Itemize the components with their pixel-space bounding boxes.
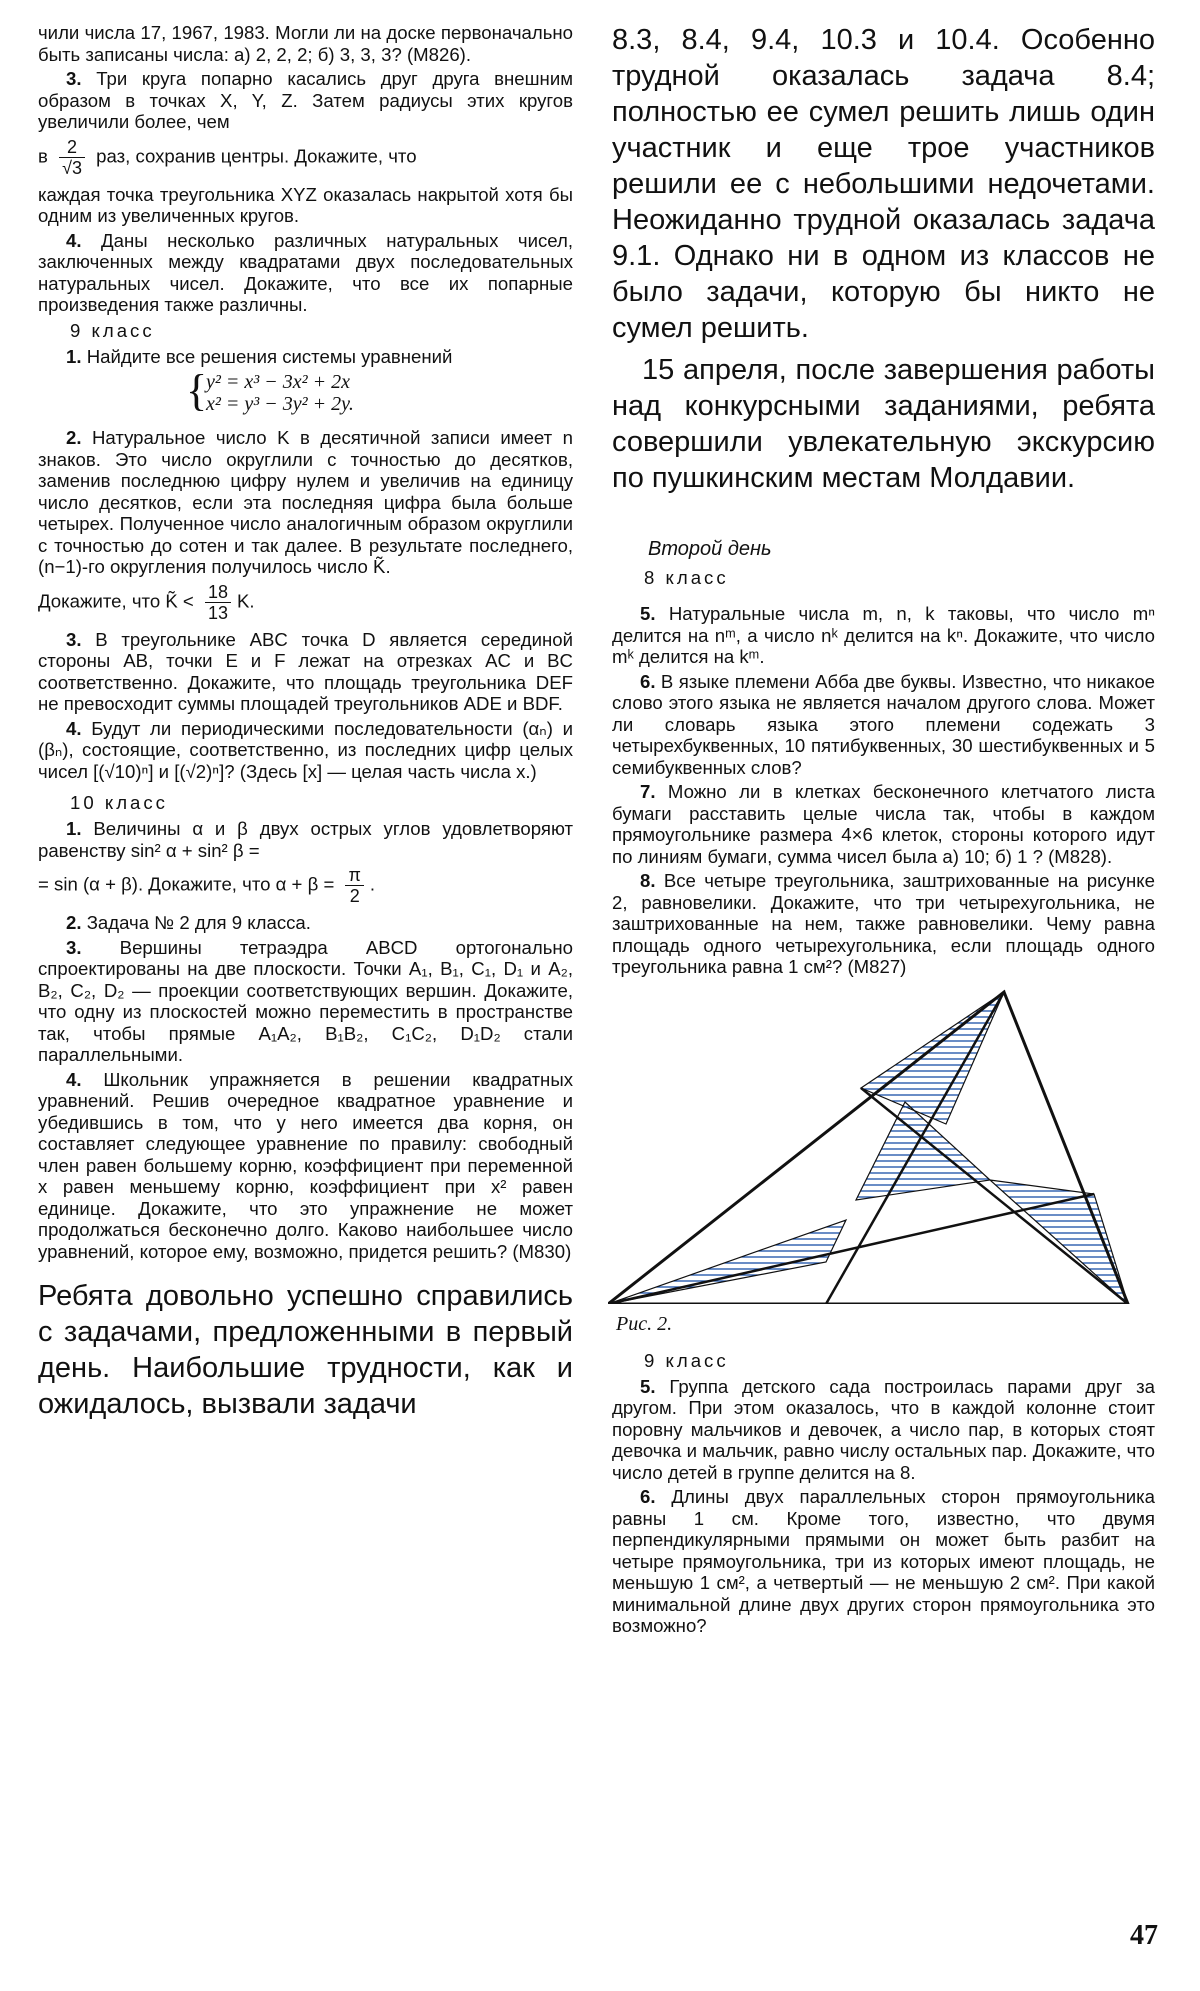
problem-text: Задача № 2 для 9 класса. [86, 912, 311, 933]
problem-number: 3. [66, 936, 82, 958]
problem-number: 1. [66, 345, 82, 367]
problem-text: Длины двух параллельных сторон прямоугольника равны 1 см. Кроме того, известно, что двумя перпендикулярными прямыми он может быть разбит на четыре прямоугольника, три из которых имеют площадь, не меньшую 1 см², а четвертый — не меньшую 2 см². При какой минимальной длине двух других сторон прямоугольника это возможно? [612, 1486, 1155, 1636]
text-post: раз, сохранив центры. Докажите, что [96, 144, 417, 166]
problem-4-grade10 [38, 1069, 573, 1263]
grade-8-heading: 8 класс [644, 567, 729, 588]
problem-text: Все четыре треугольника, заштрихованные на рисунке 2, равновелики. Докажите, что три четырехугольника, не заштрихованные на нем, также равновелики. Чему равна площадь одного четырехугольника, если площадь одного треугольника равна 1 см²? (М827) [612, 870, 1155, 977]
problem-3-end: каждая точка треугольника XYZ оказалась накрытой хотя бы одним из увеличенных кругов. [38, 183, 573, 226]
problem-5-grade9 [612, 1376, 1155, 1484]
problem-3-fraction-line [38, 137, 573, 178]
fraction-2-over-sqrt3 [59, 137, 85, 178]
problem-text: В треугольнике ABC точка D является серединой стороны AB, точки E и F лежат на отрезках AC и BC соответственно. Докажите, что площадь треугольника DEF не превосходит суммы площадей треугольников ADE и BDF. [38, 628, 574, 714]
triangle-diagram [608, 984, 1158, 1304]
problem-text: Группа детского сада построилась парами друг за другом. При этом оказалось, что в каждой колонне стоит поровну мальчиков и девочек, а число пар, в которых стоят девочка и мальчик, равно числу остальных пар. Докажите, что число детей в группе делится на 8. [612, 1375, 1156, 1483]
denominator: √3 [62, 157, 82, 178]
figure-2 [608, 984, 1155, 1309]
equation-system [186, 366, 573, 415]
text-post: . [369, 873, 376, 895]
problem-text: Даны несколько различных натуральных чисел, заключенных между квадратами двух последовательных натуральных чисел. Докажите, что все их попарные произведения также различны. [38, 229, 574, 315]
second-day-heading: Второй день [648, 538, 772, 560]
brace: { [186, 366, 208, 415]
grade-10-heading: 10 класс [70, 792, 168, 813]
denominator: 2 [349, 886, 360, 906]
problem-7-grade8 [612, 781, 1155, 867]
left-column [38, 22, 573, 1428]
problem-1-grade9 [38, 346, 573, 368]
grade-9-heading: 9 класс [70, 319, 155, 341]
figure-caption: Рис. 2. [616, 1312, 673, 1335]
equation-1: y² = x³ − 3x² + 2x [206, 371, 350, 393]
problem-1-equation-line [38, 865, 573, 906]
text-post: K. [236, 589, 255, 611]
problem-number: 6. [640, 670, 656, 692]
problem-6-grade9 [612, 1486, 1155, 1637]
right-column [612, 22, 1155, 1640]
narrative-paragraph: Ребята довольно успешно справились с задачами, предложенными в первый день. Наибольшие трудности, как и ожидалось, вызвали задачи [38, 1280, 573, 1420]
problem-text: Школьник упражняется в решении квадратных уравнений. Решив очередное квадратное уравнение и убедившись в том, что у него имеется два корня, он составляет следующее уравнение по правилу: свободный член равен большему корню, коэффициент при переменной x равен меньшему корню, коэффициент при x² равен единице. Докажите, что это упражнение не может продолжаться бесконечно долго. Каково наибольшее число уравнений, которое ему, возможно, придется решить? (М830) [38, 1068, 573, 1262]
grade-9-heading-day2: 9 класс [644, 1349, 729, 1371]
problem-number: 3. [66, 68, 82, 89]
problem-text: Три круга попарно касались друг друга внешним образом в точках X, Y, Z. Затем радиусы этих кругов увеличили более, чем [38, 68, 573, 132]
problem-number: 2. [66, 912, 82, 933]
text-pre: в [38, 144, 48, 166]
problem-3-grade9 [38, 629, 573, 715]
problem-text: Натуральные числа m, n, k таковы, что число mⁿ делится на nᵐ, а число nᵏ делится на kⁿ. Докажите, что число mᵏ делится на kᵐ. [612, 603, 1155, 667]
numerator: 18 [205, 582, 231, 603]
problem-text: Величины α и β двух острых углов удовлетворяют равенству sin² α + sin² β = [38, 818, 574, 861]
narrative-excursion: 15 апреля, после завершения работы над конкурсными заданиями, ребята совершили увлекательную экскурсию по пушкинским местам Молдавии. [612, 354, 1155, 494]
problem-3-grade8 [38, 68, 573, 133]
cevian-3 [826, 992, 1004, 1304]
problem-3-grade10 [38, 937, 573, 1066]
problem-text: Вершины тетраэдра ABCD ортогонально спроектированы на две плоскости. Точки A₁, B₁, C₁, D₁ и A₂, B₂, C₂, D₂ — проекции соответствующих вершин. Докажите, что одну из плоскостей можно переместить в пространстве так, чтобы прямые A₁A₂, B₁B₂, C₁C₂, D₁D₂ стали параллельными. [38, 936, 574, 1065]
problem-number: 6. [640, 1486, 656, 1507]
problem-2-inequality [38, 582, 573, 623]
problem-number: 1. [66, 818, 82, 839]
main-triangle [608, 992, 1128, 1304]
fraction-pi-over-2 [345, 865, 363, 906]
page-number: 47 [1130, 1920, 1158, 1951]
problem-number: 4. [66, 717, 82, 739]
problem-6-grade8 [612, 671, 1155, 779]
numerator: π [345, 865, 363, 886]
problem-text: В языке племени Абба две буквы. Известно, что никакое слово этого языка не является началом другого слова. Может ли словарь языка этого племени содежать 3 четырехбуквенных, 10 пятибуквенных, 30 шестибуквенных и 5 семибуквенных слов? [612, 670, 1155, 778]
numerator: 2 [59, 137, 85, 158]
problem-number: 8. [640, 870, 656, 891]
text-pre: Докажите, что K̃ < [38, 589, 194, 611]
problem-number: 7. [640, 781, 656, 802]
problem-2-grade9 [38, 427, 573, 578]
problem-2-grade10 [38, 912, 573, 934]
fraction-18-over-13 [205, 582, 231, 623]
problem-4-grade9 [38, 718, 573, 783]
problem-number: 2. [66, 427, 82, 448]
problem-text: Найдите все решения системы уравнений [86, 345, 453, 367]
problem-text: Натуральное число K в десятичной записи имеет n знаков. Это число округлили с точностью до десятков, заменив последнюю цифру нулем и увеличив на единицу число десятков, если эта последняя цифра была больше четырех. Полученное число аналогичным образом округлили с точностью до сотен и так далее. В результате последнего, (n−1)-го округления получилось число K̃. [38, 427, 573, 577]
denominator: 13 [207, 602, 228, 623]
problem-5-grade8 [612, 603, 1155, 668]
problem-number: 4. [66, 229, 82, 251]
problem-number: 4. [66, 1068, 82, 1090]
shaded-triangle-center [856, 1102, 990, 1200]
cevian-1 [608, 1194, 1094, 1304]
shaded-triangle-right [990, 1180, 1128, 1304]
problem-number: 3. [66, 628, 82, 650]
equation-2: x² = y³ − 3y² + 2y. [206, 393, 354, 415]
problem-4-grade8 [38, 230, 573, 316]
narrative-continued: 8.3, 8.4, 9.4, 10.3 и 10.4. Особенно трудной оказалась задача 8.4; полностью ее сумел решить лишь один участник и еще трое участников решили ее с небольшими недочетами. Неожиданно трудной оказалась задача 9.1. Однако ни в одном из классов не было задачи, которую бы никто не сумел решить. [612, 24, 1155, 344]
problem-text: Будут ли периодическими последовательности (αₙ) и (βₙ), состоящие, соответственно, из последних цифр целых чисел [(√10)ⁿ] и [(√2)ⁿ]? (Здесь [x] — целая часть числа x.) [38, 717, 573, 782]
text-pre: = sin (α + β). Докажите, что α + β = [38, 873, 335, 895]
problem-number: 5. [640, 603, 656, 624]
shaded-triangle-bottom-left [608, 1220, 846, 1304]
problem-1-grade10 [38, 818, 573, 861]
paragraph-continued: чили числа 17, 1967, 1983. Могли ли на доске первоначально быть записаны числа: а) 2, 2, 2; б) 3, 3, 3? (М826). [38, 22, 573, 65]
problem-number: 5. [640, 1375, 656, 1397]
problem-8-grade8 [612, 870, 1155, 978]
problem-text: Можно ли в клетках бесконечного клетчатого листа бумаги расставить целые числа так, чтобы в каждом прямоугольнике размера 4×6 клеток, стороны которого идут по линиям бумаги, сумма чисел была а) 10; б) 1 ? (М828). [612, 781, 1155, 867]
